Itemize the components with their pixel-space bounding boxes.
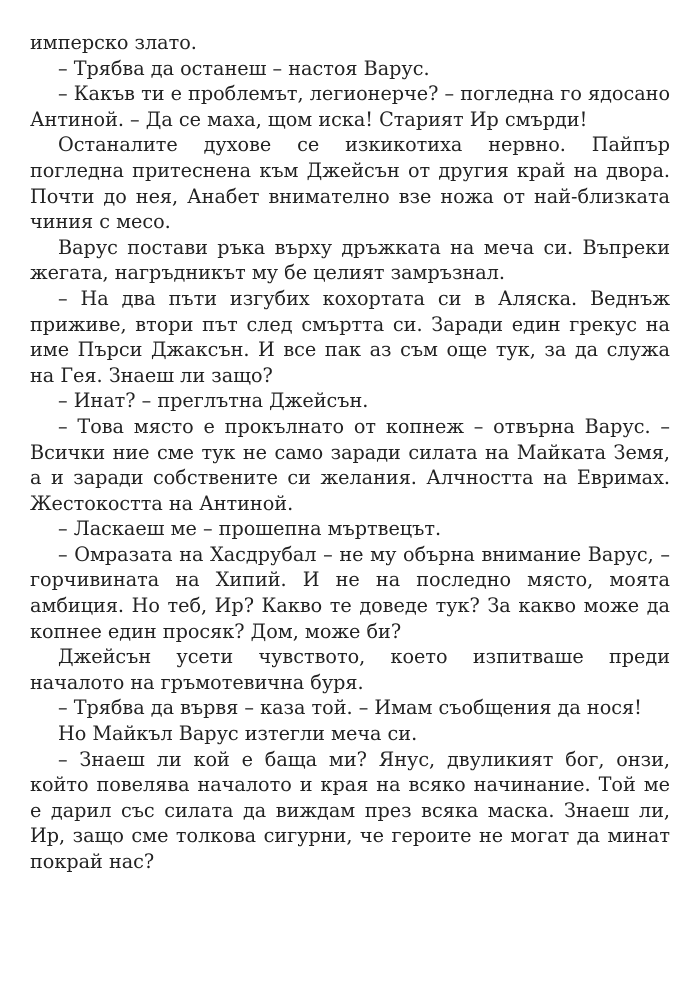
paragraph-5: Варус постави ръка върху дръжката на меча си. Въпреки жегата, нагръдникът му бе целият замръзнал. xyxy=(30,235,670,285)
paragraph-12: – Трябва да вървя – каза той. – Имам съобщения да нося! xyxy=(58,696,642,720)
paragraph-11: Джейсън усети чувството, което изпитваше преди началото на гръмотевична буря. xyxy=(30,645,670,694)
paragraph-7: – Инат? – преглътна Джейсън. xyxy=(58,389,369,413)
paragraph-4: Останалите духове се изкикотиха нервно. Пайпър погледна притеснена към Джейсън от другия край на двора. Почти до нея, Анабет внимателно взе ножа от най-близката чиния с месо. xyxy=(30,133,670,234)
paragraph-14: – Знаеш ли кой е баща ми? Янус, двуликият бог, онзи, който повелява началото и края на всяко начинание. Той ме е дарил със силата да виждам през всяка маска. Знаеш ли, Ир, защо сме толкова сигурни, че героите не могат да минат покрай нас? xyxy=(30,747,670,873)
paragraph-2: – Трябва да останеш – настоя Варус. xyxy=(58,56,430,80)
paragraph-1: имперско злато. xyxy=(30,31,197,54)
paragraph-3: – Какъв ти е проблемът, легионерче? – погледна го ядосано Антиной. – Да се маха, щом иска! Старият Ир смърди! xyxy=(30,82,670,131)
paragraph-10: – Омразата на Хасдрубал – не му обърна внимание Варус, – горчивината на Хипий. И не на последно място, моята амбиция. Но теб, Ир? Какво те доведе тук? За какво може да копнее един просяк? Дом, може би? xyxy=(30,542,670,643)
paragraph-13: Но Майкъл Варус изтегли меча си. xyxy=(58,722,418,746)
paragraph-8: – Това място е прокълнато от копнеж – отвърна Варус. – Всички ние сме тук не само заради силата на Майката Земя, а и заради собствените си желания. Алчността на Евримах. Жестокостта на Антиной. xyxy=(30,414,670,515)
paragraph-6: – На два пъти изгубих кохортата си в Аляска. Веднъж приживе, втори път след смъртта си. Заради един грекус на име Пърси Джаксън. И все пак аз съм още тук, за да служа на Гея. Знаеш ли защо? xyxy=(30,286,670,387)
paragraph-9: – Ласкаеш ме – прошепна мъртвецът. xyxy=(58,517,442,541)
